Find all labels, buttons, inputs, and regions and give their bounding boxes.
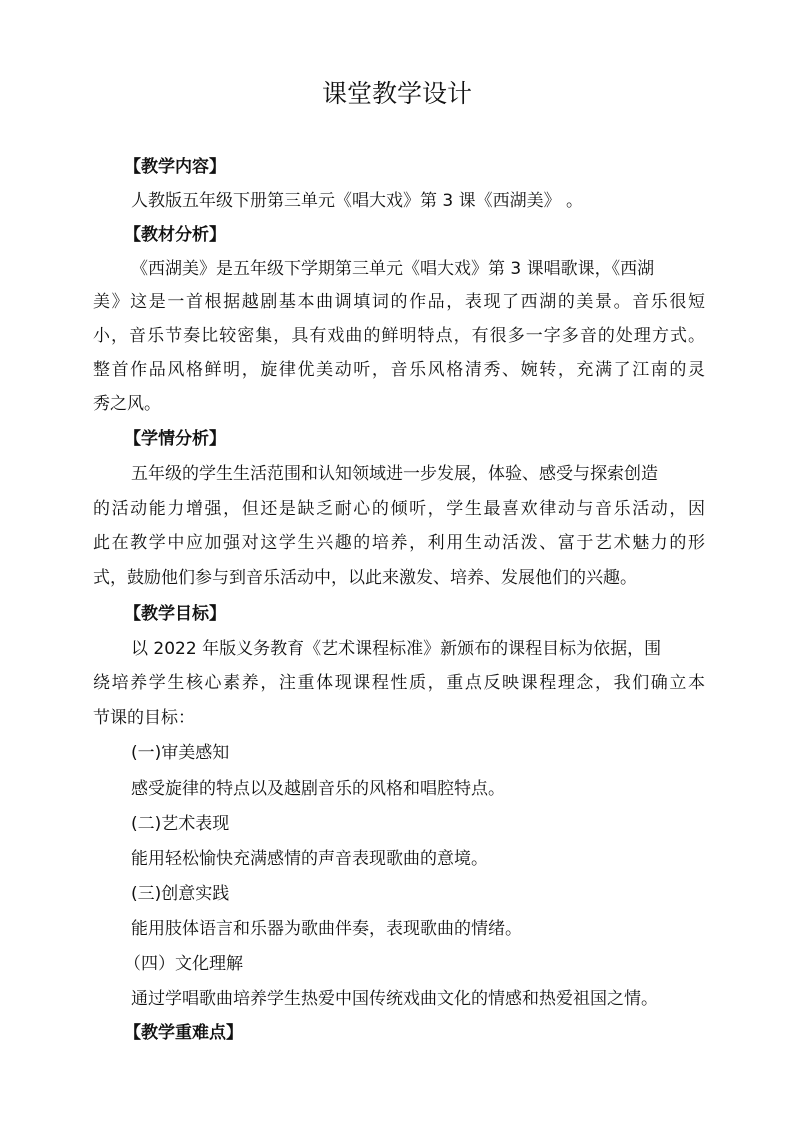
paragraph-line: 五年级的学生生活范围和认知领域进一步发展，体验、感受与探索创造: [131, 464, 658, 484]
paragraph-line: 秀之风。: [93, 394, 161, 414]
paragraph-line: 人教版五年级下册第三单元《唱大戏》第 3 课《西湖美》 。: [131, 191, 584, 211]
paragraph-line: 小，音乐节奏比较密集，具有戏曲的鲜明特点，有很多一字多音的处理方式。: [93, 326, 705, 346]
paragraph-line: 式，鼓励他们参与到音乐活动中，以此来激发、培养、发展他们的兴趣。: [93, 568, 637, 588]
goal-text: 能用肢体语言和乐器为歌曲伴奏，表现歌曲的情绪。: [131, 919, 522, 939]
section-heading-keypoints: 【教学重难点】: [124, 1023, 243, 1043]
goal-text: 感受旋律的特点以及越剧音乐的风格和唱腔特点。: [131, 779, 505, 799]
goal-label: (三)创意实践: [131, 884, 230, 904]
goal-label: (二)艺术表现: [131, 814, 230, 834]
section-heading-students: 【学情分析】: [124, 429, 226, 449]
paragraph-line: 美》这是一首根据越剧基本曲调填词的作品，表现了西湖的美景。音乐很短: [93, 292, 705, 312]
goal-text: 能用轻松愉快充满感情的声音表现歌曲的意境。: [131, 849, 488, 869]
paragraph-line: 以 2022 年版义务教育《艺术课程标准》新颁布的课程目标为依据，围: [131, 639, 662, 659]
section-heading-material: 【教材分析】: [124, 225, 226, 245]
section-heading-goals: 【教学目标】: [124, 604, 226, 624]
paragraph-line: 《西湖美》是五年级下学期第三单元《唱大戏》第 3 课唱歌课，《西湖: [131, 259, 655, 279]
paragraph-line: 的活动能力增强，但还是缺乏耐心的倾听，学生最喜欢律动与音乐活动，因: [93, 499, 705, 519]
goal-label: （四）文化理解: [124, 954, 243, 974]
page-title: 课堂教学设计: [321, 79, 472, 108]
paragraph-line: 整首作品风格鲜明，旋律优美动听，音乐风格清秀、婉转，充满了江南的灵: [93, 360, 705, 380]
paragraph-line: 绕培养学生核心素养，注重体现课程性质，重点反映课程理念，我们确立本: [93, 673, 705, 693]
section-heading-content: 【教学内容】: [124, 157, 226, 177]
paragraph-line: 此在教学中应加强对这学生兴趣的培养，利用生动活泼、富于艺术魅力的形: [93, 533, 705, 553]
goal-label: (一)审美感知: [131, 743, 230, 763]
paragraph-line: 节课的目标：: [93, 708, 195, 728]
goal-text: 通过学唱歌曲培养学生热爱中国传统戏曲文化的情感和热爱祖国之情。: [131, 989, 658, 1009]
